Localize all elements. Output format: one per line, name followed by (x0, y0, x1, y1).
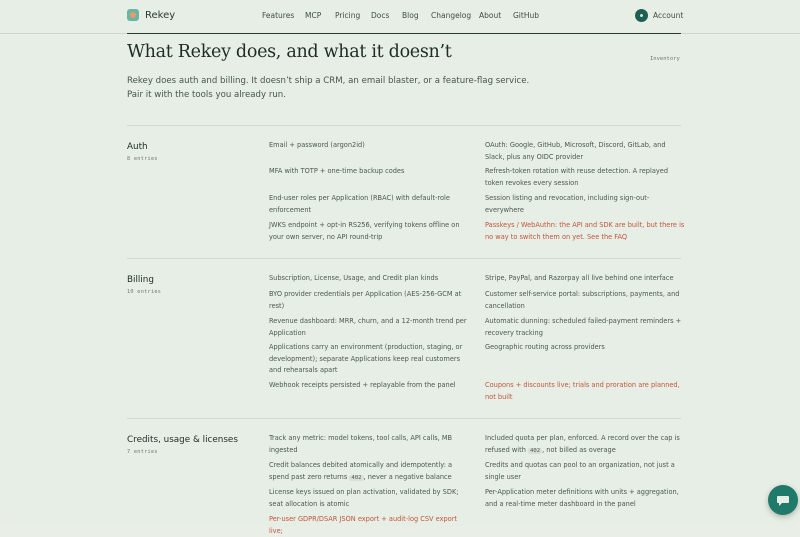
section-count-auth: 8 entries (127, 156, 158, 162)
list-item: JWKS endpoint + opt-in RS256, verifying tokens offline on your own server, no API round-trip (269, 221, 460, 241)
nav-pricing[interactable]: Pricing (335, 11, 361, 20)
list-item: Per-user GDPR/DSAR JSON export + audit-log CSV export live; (269, 515, 458, 535)
list-item: Refresh-token rotation with reuse detection. A replayed token revokes every session (485, 167, 669, 187)
list-item (269, 460, 469, 484)
list-item: Geographic routing across providers (485, 343, 605, 351)
list-item: Per-Application meter definitions with units + aggregation, and a real-time meter dashboard in the panel (485, 488, 679, 508)
nav-changelog[interactable]: Changelog (431, 11, 472, 20)
list-item: Coupons + discounts live; trials and proration are planned, not built (485, 381, 680, 401)
section-title-billing: Billing (127, 275, 154, 285)
chat-bubble-icon (776, 493, 790, 507)
top-navbar (0, 0, 800, 34)
nav-blog[interactable]: Blog (402, 11, 419, 20)
status-code: 402 (351, 474, 362, 481)
section-count-credits: 7 entries (127, 449, 158, 455)
section-title-credits: Credits, usage & licenses (127, 435, 238, 445)
account-button[interactable] (635, 9, 683, 22)
brand-name: Rekey (145, 9, 176, 21)
faq-link-item[interactable]: Passkeys / WebAuthn: the API and SDK are built, but there is no way to switch them on yet. See the FAQ (485, 221, 685, 241)
list-item: Credits and quotas can pool to an organization, not just a single user (485, 461, 675, 481)
chat-button[interactable] (768, 485, 798, 515)
list-item: Customer self-service portal: subscriptions, payments, and cancellation (485, 290, 680, 310)
title-rule (127, 33, 681, 34)
list-item: Subscription, License, Usage, and Credit plan kinds (269, 274, 439, 282)
section-divider (127, 125, 681, 126)
list-item: Track any metric: model tokens, tool calls, API calls, MB ingested (269, 434, 453, 454)
item-text: , never a negative balance (363, 472, 452, 481)
list-item: Stripe, PayPal, and Razorpay all live behind one interface (485, 274, 674, 282)
list-item: BYO provider credentials per Application (AES-256-GCM at rest) (269, 290, 462, 310)
section-divider (127, 258, 681, 259)
inventory-tag: Inventory (650, 56, 680, 62)
list-item: OAuth: Google, GitHub, Microsoft, Discord, GitLab, and Slack, plus any OIDC provider (485, 141, 666, 161)
section-count-billing: 10 entries (127, 289, 162, 295)
list-item (485, 433, 685, 457)
item-text: Included quota per plan, enforced. A record over the cap is refused with (485, 434, 680, 454)
brand[interactable] (127, 9, 175, 21)
rekey-logo-icon (127, 9, 139, 21)
nav-mcp[interactable]: MCP (305, 11, 322, 20)
list-item: End-user roles per Application (RBAC) with default-role enforcement (269, 194, 450, 214)
list-item: Revenue dashboard: MRR, churn, and a 12-month trend per Application (269, 317, 467, 337)
nav-docs[interactable]: Docs (371, 11, 390, 20)
nav-about[interactable]: About (479, 11, 502, 20)
list-item: Webhook receipts persisted + replayable from the panel (269, 381, 456, 389)
account-avatar-icon (635, 9, 648, 22)
status-code: 402 (530, 447, 541, 454)
list-item: Email + password (argon2id) (269, 141, 365, 149)
nav-github[interactable]: GitHub (513, 11, 539, 20)
list-item: Applications carry an environment (production, staging, or development); separate Applications keep real customers and rehearsals apart (269, 343, 463, 375)
section-title-auth: Auth (127, 142, 148, 152)
list-item: MFA with TOTP + one-time backup codes (269, 167, 405, 175)
list-item: License keys issued on plan activation, validated by SDK; seat allocation is atomic (269, 488, 459, 508)
section-divider (127, 418, 681, 419)
list-item: Automatic dunning: scheduled failed-payment reminders + recovery tracking (485, 317, 682, 337)
intro-line-2: Pair it with the tools you already run. (127, 90, 286, 100)
item-text: , not billed as overage (542, 445, 616, 454)
intro-text (127, 74, 547, 102)
nav-features[interactable]: Features (262, 11, 295, 20)
list-item: Session listing and revocation, including sign-out-everywhere (485, 194, 650, 214)
account-label: Account (653, 11, 684, 20)
item-text: Credit balances debited atomically and idempotently: a spend past zero returns (269, 461, 453, 481)
page-title: What Rekey does, and what it doesn’t (127, 42, 452, 62)
intro-line-1: Rekey does auth and billing. It doesn’t ship a CRM, an email blaster, or a feature-flag service. (127, 76, 530, 86)
